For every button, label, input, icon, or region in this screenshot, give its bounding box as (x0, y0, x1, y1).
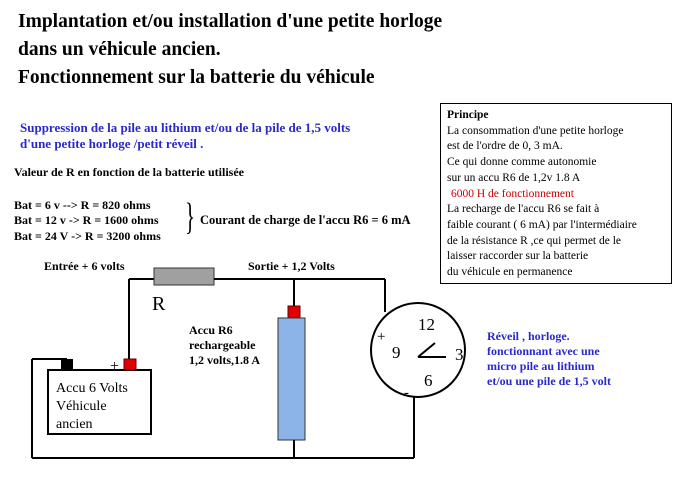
principe-line: du véhicule en permanence (447, 266, 573, 279)
grouping-brace: } (185, 196, 196, 238)
title-line-3: Fonctionnement sur la batterie du véhicule (18, 67, 375, 88)
reveil-label-line: fonctionnant avec une (487, 344, 600, 358)
title-line-1: Implantation et/ou installation d'une petite horloge (18, 11, 443, 32)
clock-number-9: 9 (392, 343, 401, 362)
accu-r6-label-line: rechargeable (189, 338, 256, 352)
battery-label-line: Accu 6 Volts (56, 381, 128, 396)
sortie-label: Sortie + 1,2 Volts (248, 259, 335, 273)
battery-label (56, 380, 128, 434)
battery-label-line: Véhicule (56, 399, 107, 414)
accu-r6-cell (278, 318, 305, 440)
clock-plus-sign: + (377, 329, 386, 345)
principe-line: de la résistance R ,ce qui permet de le (447, 234, 622, 247)
clock-number-6: 6 (424, 371, 433, 390)
title-line-2: dans un véhicule ancien. (18, 39, 221, 60)
accu-r6-label (189, 323, 260, 368)
bat-row-6v: Bat = 6 v --> R = 820 ohms (14, 198, 151, 212)
autonomy-highlight: 6000 H de fonctionnement (451, 187, 574, 200)
resistor-label: R (152, 293, 166, 315)
clock-number-12: 12 (418, 315, 435, 334)
battery-plus-sign: + (110, 358, 120, 375)
clock-number-3: 3 (455, 345, 464, 364)
accu-r6-label-line: 1,2 volts,1.8 A (189, 353, 261, 367)
battery-plus-terminal (124, 359, 136, 370)
resistance-heading: Valeur de R en fonction de la batterie utilisée (14, 165, 244, 179)
bat-row-12v: Bat = 12 v -> R = 1600 ohms (14, 213, 159, 227)
reveil-label (487, 329, 611, 389)
entree-label: Entrée + 6 volts (44, 259, 125, 273)
reveil-label-line: et/ou une pile de 1,5 volt (487, 374, 612, 388)
principe-line: Ce qui donne comme autonomie (447, 156, 597, 169)
bat-row-24v: Bat = 24 V -> R = 3200 ohms (14, 229, 161, 243)
note-line-1: Suppression de la pile au lithium et/ou de la pile de 1,5 volts (20, 120, 351, 135)
clock-minus-sign: - (404, 385, 409, 401)
resistor-r (154, 268, 214, 285)
accu-r6-plus-terminal (288, 306, 300, 318)
charge-current-label: Courant de charge de l'accu R6 = 6 mA (200, 213, 411, 227)
battery-minus-terminal (61, 359, 73, 370)
principe-line: La recharge de l'accu R6 se fait à (447, 203, 600, 216)
reveil-label-line: micro pile au lithium (487, 359, 595, 373)
principe-line: faible courant ( 6 mA) par l'intermédiaire (447, 218, 637, 231)
principe-line: sur un accu R6 de 1,2v 1.8 A (447, 171, 581, 184)
principe-line: est de l'ordre de 0, 3 mA. (447, 140, 563, 153)
reveil-label-line: Réveil , horloge. (487, 329, 570, 343)
principe-line: laisser raccorder sur la batterie (447, 250, 589, 263)
principe-heading: Principe (447, 109, 489, 121)
battery-label-line: ancien (56, 417, 93, 432)
principe-line: La consommation d'une petite horloge (447, 124, 624, 137)
accu-r6-label-line: Accu R6 (189, 323, 233, 337)
note-line-2: d'une petite horloge /petit réveil . (20, 136, 204, 151)
